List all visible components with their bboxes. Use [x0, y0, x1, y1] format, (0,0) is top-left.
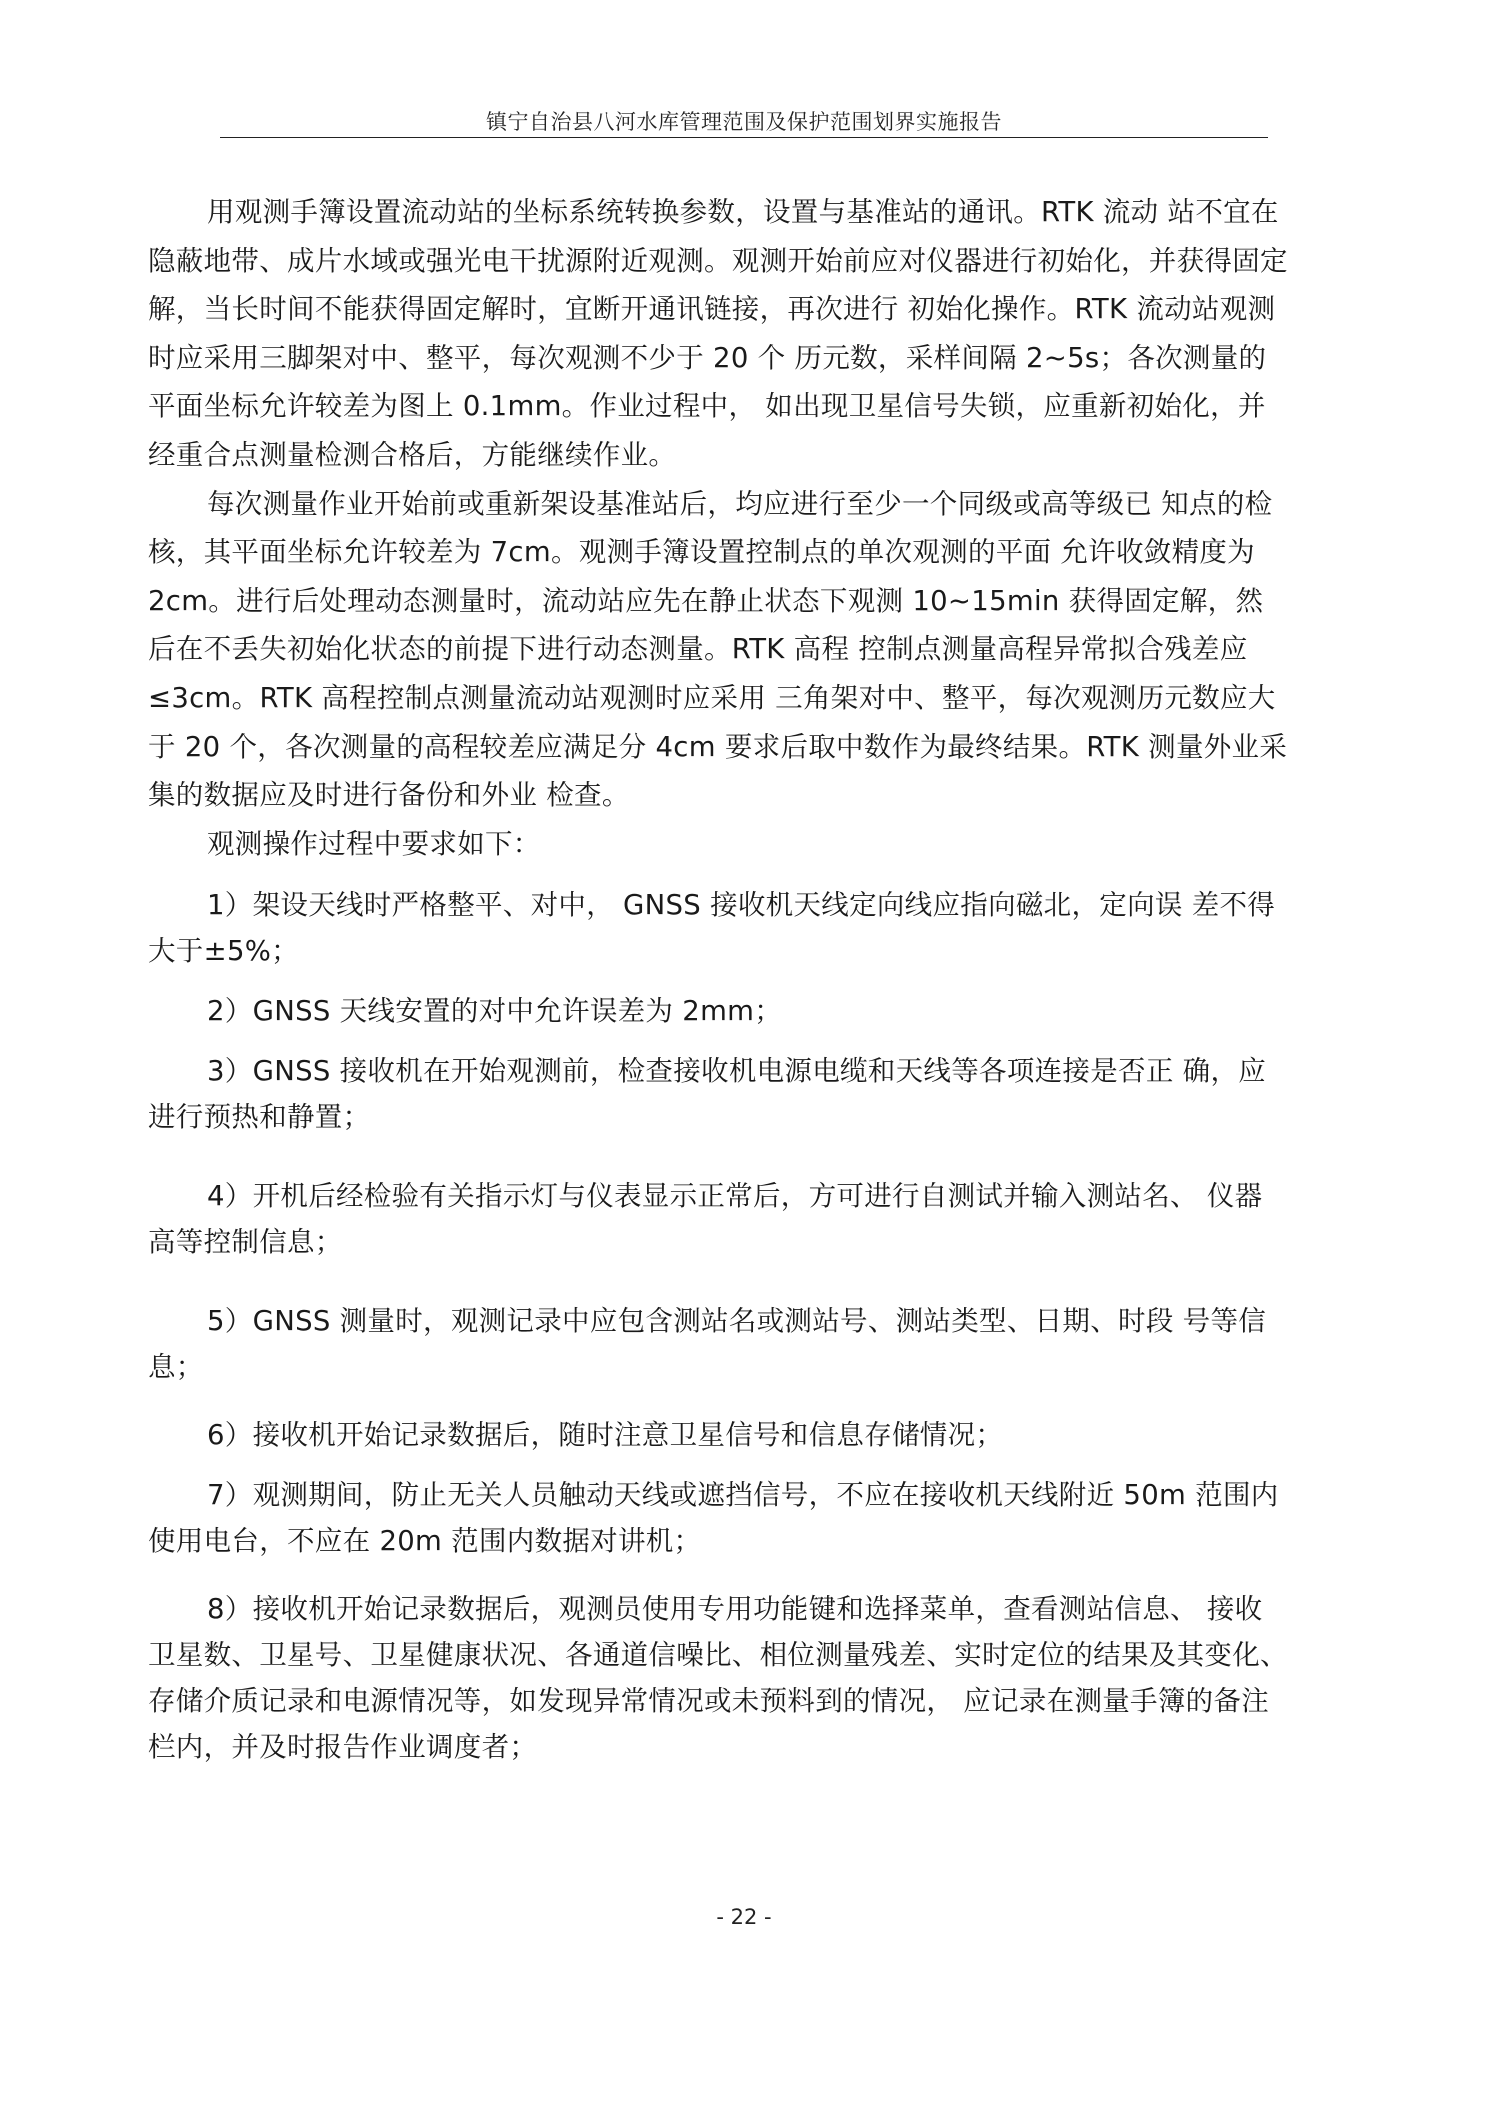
list-item: 6）接收机开始记录数据后，随时注意卫星信号和信息存储情况；: [207, 1419, 1004, 1452]
paragraph-base-station-check: 每次测量作业开始前或重新架设基准站后，均应进行至少一个同级或高等级已 知点的检核，其平面坐标允许较差为 7cm。观测手簿设置控制点的单次观测的平面 允许收敛精度为 2cm。进行后处理动态测量时，流动站应先在静止状态下观测 10~15min 获得固定解，然后在不丢失初始化状态的前提下进行动态测量。RTK 高程 控制点测量高程异常拟合残差应≤3cm。RTK 高程控制点测量流动站观测时应采用 三角架对中、整平，每次观测历元数应大于 20 个，各次测量的高程较差应满足分 4cm 要求后取中数作为最终结果。RTK 测量外业采集的数据应及时进行备份和外业 检查。: [148, 487, 1288, 812]
document-body: [148, 188, 1288, 1770]
list-item: 1）架设天线时严格整平、对中， GNSS 接收机天线定向线应指向磁北，定向误 差不得大于±5%；: [148, 889, 1276, 968]
list-item: 2）GNSS 天线安置的对中允许误差为 2mm；: [207, 995, 783, 1028]
page-header-title: 镇宁自治县八河水库管理范围及保护范围划界实施报告: [486, 110, 1002, 134]
list-item: 3）GNSS 接收机在开始观测前，检查接收机电源电缆和天线等各项连接是否正 确，应进行预热和静置；: [148, 1055, 1267, 1134]
list-item: 8）接收机开始记录数据后，观测员使用专用功能键和选择菜单，查看测站信息、 接收卫星数、卫星号、卫星健康状况、各通道信噪比、相位测量残差、实时定位的结果及其变化、存储介质记录和电源情况等，如发现异常情况或未预料到的情况， 应记录在测量手簿的备注栏内，并及时报告作业调度者；: [148, 1593, 1288, 1764]
paragraph-requirements-intro: 观测操作过程中要求如下：: [207, 827, 541, 860]
header-divider: [220, 137, 1268, 138]
list-item: 5）GNSS 测量时，观测记录中应包含测站名或测站号、测站类型、日期、时段 号等信息；: [148, 1305, 1267, 1384]
paragraph-rtk-rover-setup: 用观测手簿设置流动站的坐标系统转换参数，设置与基准站的通讯。RTK 流动 站不宜在隐蔽地带、成片水域或强光电干扰源附近观测。观测开始前应对仪器进行初始化，并获得固定解，当长时间不能获得固定解时，宜断开通讯链接，再次进行 初始化操作。RTK 流动站观测时应采用三脚架对中、整平，每次观测不少于 20 个 历元数，采样间隔 2~5s；各次测量的平面坐标允许较差为图上 0.1mm。作业过程中， 如出现卫星信号失锁，应重新初始化，并经重合点测量检测合格后，方能继续作业。: [148, 196, 1288, 471]
list-item: 7）观测期间，防止无关人员触动天线或遮挡信号，不应在接收机天线附近 50m 范围内使用电台，不应在 20m 范围内数据对讲机；: [148, 1479, 1279, 1558]
page-number: - 22 -: [716, 1905, 772, 1929]
list-item: 4）开机后经检验有关指示灯与仪表显示正常后，方可进行自测试并输入测站名、 仪器高等控制信息；: [148, 1180, 1263, 1259]
